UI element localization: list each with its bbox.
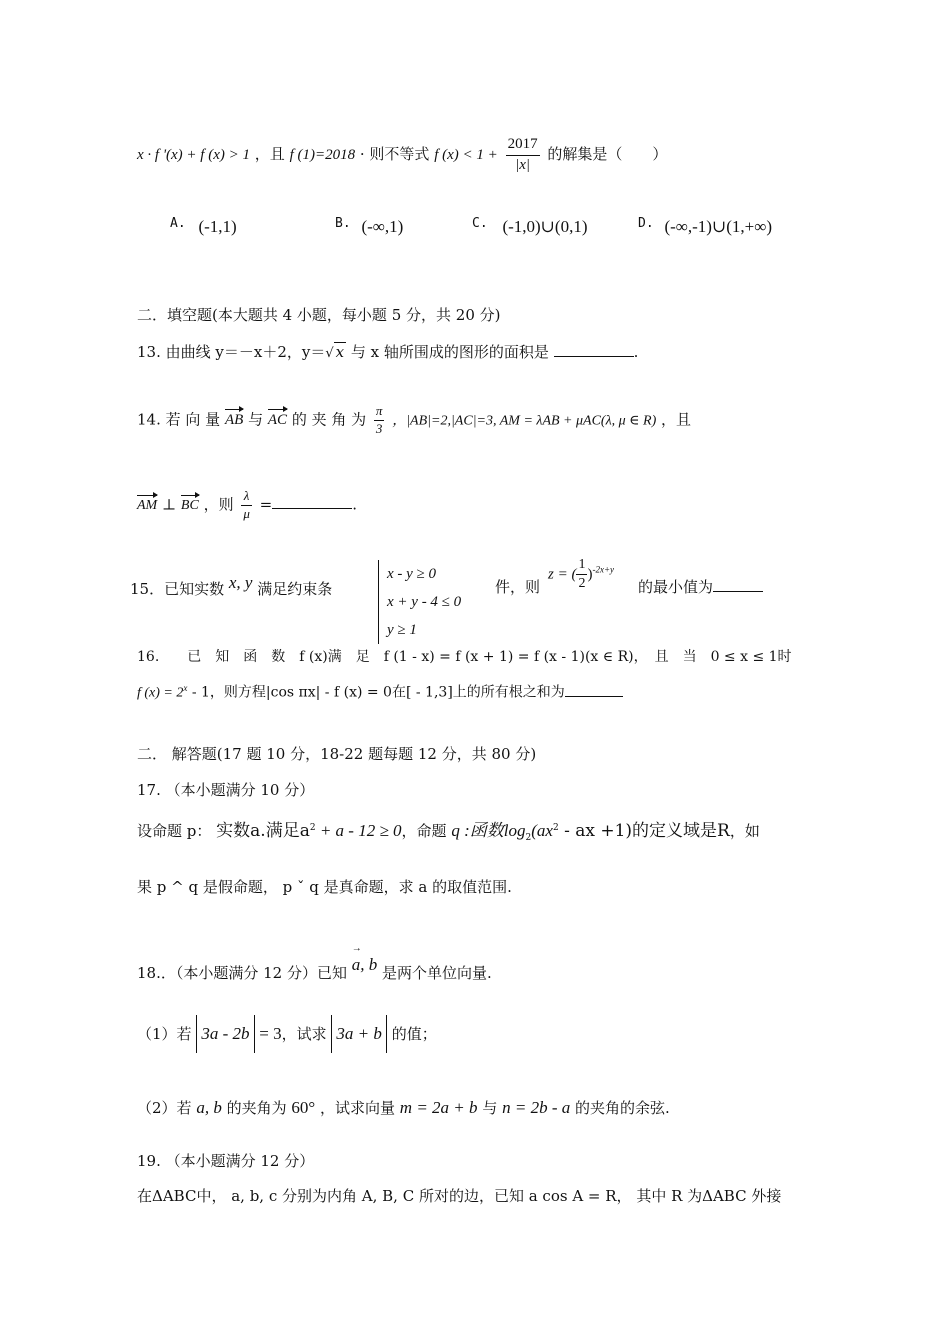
q18-p1c: ，试求 (281, 1025, 327, 1043)
q18-head: 18.．（本小题满分 12 分）已知 (137, 964, 347, 982)
q12-tail: 的解集是（ ） (547, 145, 668, 163)
q15-brace (378, 560, 461, 644)
question-14-cont (137, 488, 357, 523)
q18-p2-angle: 60° (291, 1098, 316, 1117)
q17-l1h: ，如 (729, 822, 760, 840)
q18-p1-abs2: 3a + b (331, 1015, 386, 1053)
q15-pre (130, 573, 333, 600)
q17-head: 17. （本小题满分 10 分） (137, 781, 315, 799)
option-b[interactable] (335, 216, 403, 238)
q16-line1: 16. 已 知 函 数 f (x)满 足 f (1 - x) = f (x + 1) = f (x - 1)(x ∈ R)， 且 当 0 ≤ x ≤ 1时 (137, 649, 792, 665)
q18-p2d: 与 (482, 1099, 498, 1117)
q18-vec-n: n = 2b - a (502, 1098, 571, 1117)
q12-frac-den: |x| (506, 155, 540, 176)
q15-z: z = ( (548, 566, 577, 583)
q17-sup1: 2 (309, 823, 316, 833)
option-b-label: B. (335, 216, 351, 231)
option-c-label: C. (472, 216, 488, 231)
q15-two: 2 (576, 574, 587, 593)
q15-c2: x + y - 4 ≤ 0 (387, 594, 462, 610)
q15-c3: y ≥ 1 (387, 622, 417, 638)
q13-pre: 13. 由曲线 y＝－x＋2，y＝ (137, 343, 326, 361)
section-fill-in-heading: 二．填空题(本大题共 4 小题，每小题 5 分，共 20 分) (137, 306, 501, 324)
q15-half (576, 556, 587, 593)
q16-line2 (137, 683, 623, 703)
q13-end: . (633, 343, 639, 361)
option-b-value: (-∞,1) (361, 217, 404, 236)
q13-post: 与 x 轴所围成的图形的面积是 (346, 343, 549, 361)
q14-end: . (352, 495, 358, 514)
q16-answer-blank[interactable] (565, 696, 623, 697)
q15-close: ) (587, 566, 593, 583)
q18-p2b: 的夹角为 (226, 1099, 287, 1117)
q18-p2c: ，试求向量 (320, 1099, 396, 1117)
q15-vars: x, y (228, 573, 253, 592)
question-13 (137, 343, 638, 363)
q14-vec-ac: AC (268, 405, 287, 431)
q14-pi: π (375, 403, 383, 418)
q14-angle-frac (374, 403, 385, 438)
q12-cond2: f (1)=2018 (289, 147, 356, 163)
q14-eq: = (259, 495, 273, 514)
q18-p1d: 的值； (391, 1025, 437, 1043)
q14-vec-am: AM (137, 491, 157, 515)
q18-p1b: = 3 (259, 1024, 282, 1043)
q15-constraint-system (378, 560, 461, 644)
q17-l1f: (ax (531, 821, 553, 840)
q12-fraction (506, 135, 540, 175)
q16-exp: x (183, 683, 188, 693)
q18-p2a: （2）若 (137, 1099, 192, 1117)
q17-line2: 果 p ^ q 是假命题， p ˇ q 是真命题，求 a 的取值范围. (137, 878, 512, 896)
q15-mid: 满足约束条 (257, 580, 333, 598)
q16-fx: f (x) = 2 (137, 685, 184, 701)
q14-ratio (241, 488, 252, 523)
q15-c1: x - y ≥ 0 (387, 566, 437, 582)
q17-l1c: + a - 12 ≥ 0 (315, 821, 402, 840)
q17-l1d: ，命题 (401, 822, 447, 840)
q15-pre-text: 15．已知实数 (130, 580, 225, 598)
q18-headtail: 是两个单位向量. (382, 964, 492, 982)
q18-p1-abs1: 3a - 2b (196, 1015, 254, 1053)
q15-exp: -2x+y (592, 564, 615, 575)
option-c-value: (-1,0)∪(0,1) (502, 217, 588, 236)
q15-objective (548, 556, 614, 593)
q17-l1a: 设命题 p： (137, 822, 212, 840)
q18-vec-m: m = 2a + b (399, 1098, 478, 1117)
q18-p2e: 的夹角的余弦. (575, 1099, 670, 1117)
option-d-value: (-∞,-1)∪(1,+∞) (664, 217, 772, 236)
q17-l1e: q :函数log (451, 821, 526, 840)
q14-mid1: 与 (248, 410, 264, 429)
q18-part1 (137, 1015, 437, 1053)
q18-part2 (137, 1097, 670, 1119)
option-a[interactable] (170, 216, 237, 238)
q15-mid2: 件，则 (495, 578, 541, 596)
q15-one: 1 (578, 557, 586, 572)
q12-ineq-left: f (x) < 1 + (434, 147, 498, 163)
q12-line (137, 135, 667, 175)
q17-sub: 2 (525, 833, 532, 843)
q12-cond1: x · f '(x) + f (x) > 1 (137, 147, 250, 163)
q15-tail-line (638, 578, 763, 598)
q18-vectors: → a, b (352, 954, 378, 976)
q17-l1g: - ax +1)的定义域是R (558, 821, 730, 841)
option-d-label: D. (638, 216, 654, 231)
q12-and: ，且 (254, 145, 285, 163)
q14-tail: ，且 (661, 410, 692, 429)
q14-cond: ，|AB|=2,|AC|=3, AM = λAB + μAC(λ, μ ∈ R) (392, 413, 657, 429)
section-solution-heading: 二． 解答题(17 题 10 分，18-22 题每题 12 分，共 80 分) (137, 745, 537, 763)
q19-head: 19. （本小题满分 12 分） (137, 1152, 315, 1170)
q13-radicand: x (335, 343, 345, 361)
q17-l1b: 实数a.满足a (216, 821, 310, 841)
option-a-value: (-1,1) (198, 217, 237, 236)
q14-perp: ⊥ (162, 495, 177, 514)
q14-lambda: λ (243, 488, 250, 503)
q13-sqrt: √ x (325, 343, 345, 361)
option-d[interactable] (638, 216, 772, 238)
option-c[interactable] (472, 216, 588, 238)
question-14 (137, 403, 691, 438)
q14-vec-bc: BC (181, 491, 199, 515)
option-a-label: A. (170, 216, 186, 231)
q17-sup2: 2 (552, 823, 559, 833)
q16-rest: - 1，则方程|cos πx| - f (x) = 0在[ - 1,3]上的所有根之和为 (187, 684, 565, 701)
q19-line1: 在ΔABC中， a, b, c 分别为内角 A, B, C 所对的边，已知 a cos A = R， 其中 R 为ΔABC 外接 (137, 1187, 782, 1205)
q15-answer-blank[interactable] (713, 591, 763, 592)
q18-head-line (137, 955, 492, 984)
q14-answer-blank[interactable] (272, 508, 352, 509)
q14-then: ，则 (203, 495, 234, 514)
q14-pre: 14. 若 向 量 (137, 410, 221, 429)
q14-vec-ab: AB (225, 405, 243, 431)
q14-mu: μ (243, 505, 250, 521)
q12-then: · 则不等式 (359, 145, 430, 163)
q14-three: 3 (374, 420, 385, 438)
q12-frac-num: 2017 (507, 136, 538, 152)
q18-p2-vec: a, b (196, 1098, 222, 1117)
q14-mid2: 的 夹 角 为 (291, 410, 367, 429)
q15-tail: 的最小值为 (638, 578, 714, 596)
q17-line1 (137, 820, 760, 845)
q13-answer-blank[interactable] (554, 356, 634, 357)
q18-p1a: （1）若 (137, 1025, 192, 1043)
